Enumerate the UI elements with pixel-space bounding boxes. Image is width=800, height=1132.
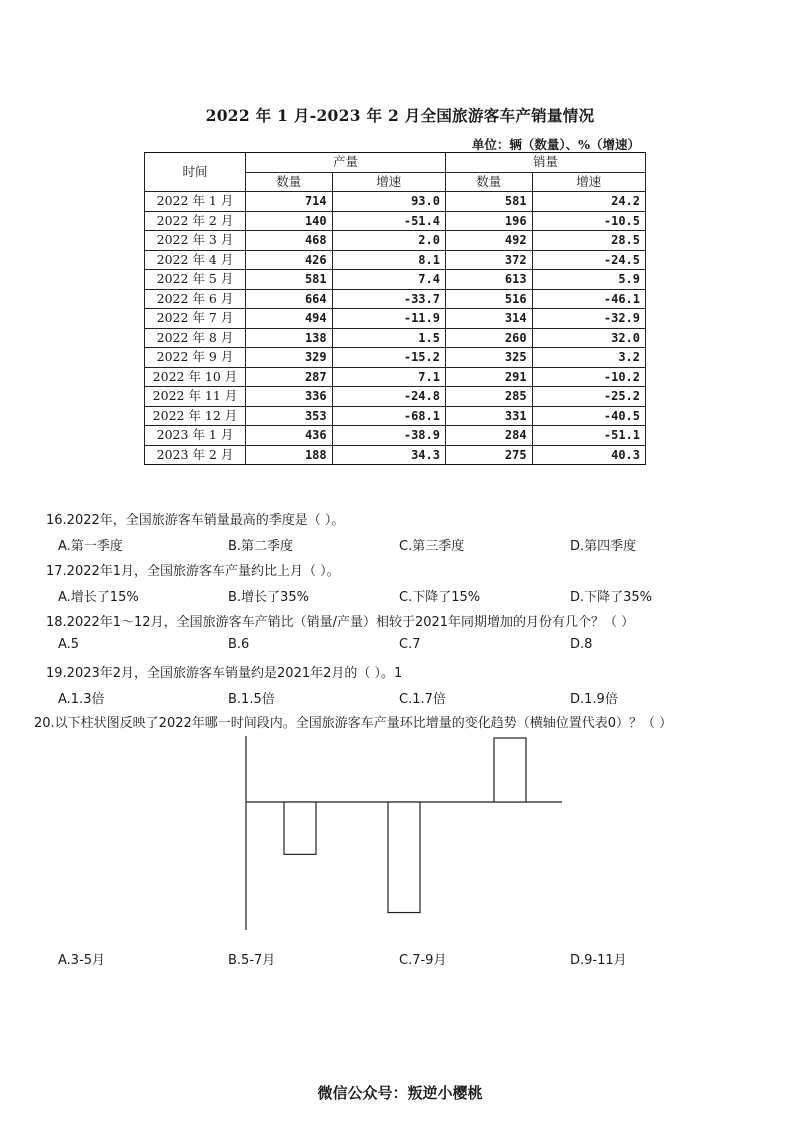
header-sales: 销量 xyxy=(445,153,645,173)
table-row xyxy=(145,328,646,348)
sales-growth-cell: -24.5 xyxy=(532,250,645,270)
table-row xyxy=(145,367,646,387)
prod-qty-cell: 714 xyxy=(246,192,333,212)
prod-growth-cell: -68.1 xyxy=(332,406,445,426)
sales-growth-cell: 24.2 xyxy=(532,192,645,212)
option-a[interactable]: A.增长了15% xyxy=(58,590,139,605)
table-row xyxy=(145,387,646,407)
time-cell: 2022 年 4 月 xyxy=(145,250,246,270)
sales-qty-cell: 331 xyxy=(445,406,532,426)
table-row xyxy=(145,289,646,309)
header-sales-growth: 增速 xyxy=(532,172,645,192)
prod-qty-cell: 188 xyxy=(246,445,333,465)
prod-growth-cell: -24.8 xyxy=(332,387,445,407)
prod-qty-cell: 581 xyxy=(246,270,333,290)
prod-qty-cell: 436 xyxy=(246,426,333,446)
prod-growth-cell: 93.0 xyxy=(332,192,445,212)
header-sales-qty: 数量 xyxy=(445,172,532,192)
prod-qty-cell: 138 xyxy=(246,328,333,348)
sales-qty-cell: 516 xyxy=(445,289,532,309)
sales-growth-cell: 3.2 xyxy=(532,348,645,368)
sales-growth-cell: 32.0 xyxy=(532,328,645,348)
sales-qty-cell: 291 xyxy=(445,367,532,387)
header-production: 产量 xyxy=(246,153,446,173)
prod-growth-cell: 7.1 xyxy=(332,367,445,387)
bar-3 xyxy=(494,738,526,802)
sales-qty-cell: 581 xyxy=(445,192,532,212)
sales-qty-cell: 284 xyxy=(445,426,532,446)
question-20: 20.以下柱状图反映了2022年哪一时间段内。全国旅游客车产量环比增量的变化趋势（横轴位置代表0）？（ ） xyxy=(34,716,673,731)
option-b[interactable]: B.5-7月 xyxy=(228,953,276,968)
option-d[interactable]: D.1.9倍 xyxy=(570,692,618,707)
header-prod-qty: 数量 xyxy=(246,172,333,192)
time-cell: 2022 年 12 月 xyxy=(145,406,246,426)
option-c[interactable]: C.第三季度 xyxy=(399,539,465,554)
time-cell: 2022 年 7 月 xyxy=(145,309,246,329)
prod-qty-cell: 353 xyxy=(246,406,333,426)
header-time: 时间 xyxy=(145,153,246,192)
bar-1 xyxy=(284,802,316,854)
prod-qty-cell: 426 xyxy=(246,250,333,270)
sales-qty-cell: 196 xyxy=(445,211,532,231)
option-c[interactable]: C.7 xyxy=(399,637,421,652)
sales-qty-cell: 285 xyxy=(445,387,532,407)
time-cell: 2022 年 10 月 xyxy=(145,367,246,387)
sales-qty-cell: 613 xyxy=(445,270,532,290)
option-d[interactable]: D.第四季度 xyxy=(570,539,637,554)
unit-note: 单位：辆（数量）、%（增速） xyxy=(471,137,640,152)
option-b[interactable]: B.6 xyxy=(228,637,250,652)
prod-qty-cell: 494 xyxy=(246,309,333,329)
option-c[interactable]: C.7-9月 xyxy=(399,953,447,968)
time-cell: 2022 年 8 月 xyxy=(145,328,246,348)
option-c[interactable]: C.1.7倍 xyxy=(399,692,446,707)
option-b[interactable]: B.增长了35% xyxy=(228,590,309,605)
sales-growth-cell: -25.2 xyxy=(532,387,645,407)
sales-qty-cell: 372 xyxy=(445,250,532,270)
option-c[interactable]: C.下降了15% xyxy=(399,590,481,605)
sales-qty-cell: 314 xyxy=(445,309,532,329)
prod-qty-cell: 664 xyxy=(246,289,333,309)
sales-growth-cell: -51.1 xyxy=(532,426,645,446)
prod-growth-cell: -15.2 xyxy=(332,348,445,368)
prod-growth-cell: 8.1 xyxy=(332,250,445,270)
footer-wechat: 微信公众号：叛逆小樱桃 xyxy=(317,1084,483,1102)
sales-qty-cell: 492 xyxy=(445,231,532,251)
option-d[interactable]: D.下降了35% xyxy=(570,590,653,605)
option-d[interactable]: D.9-11月 xyxy=(570,953,627,968)
table-row xyxy=(145,309,646,329)
table-row xyxy=(145,426,646,446)
sales-growth-cell: 5.9 xyxy=(532,270,645,290)
prod-qty-cell: 329 xyxy=(246,348,333,368)
table-row xyxy=(145,211,646,231)
table-row xyxy=(145,250,646,270)
option-a[interactable]: A.3-5月 xyxy=(58,953,106,968)
prod-qty-cell: 336 xyxy=(246,387,333,407)
time-cell: 2022 年 3 月 xyxy=(145,231,246,251)
sales-qty-cell: 275 xyxy=(445,445,532,465)
prod-growth-cell: -38.9 xyxy=(332,426,445,446)
prod-growth-cell: 7.4 xyxy=(332,270,445,290)
table-row xyxy=(145,270,646,290)
sales-qty-cell: 260 xyxy=(445,328,532,348)
sales-growth-cell: -40.5 xyxy=(532,406,645,426)
table-row xyxy=(145,406,646,426)
bar-2 xyxy=(388,802,420,913)
table-row xyxy=(145,348,646,368)
sales-growth-cell: -46.1 xyxy=(532,289,645,309)
time-cell: 2022 年 1 月 xyxy=(145,192,246,212)
time-cell: 2022 年 6 月 xyxy=(145,289,246,309)
table-title: 2022 年 1 月-2023 年 2 月全国旅游客车产销量情况 xyxy=(205,106,595,125)
header-prod-growth: 增速 xyxy=(332,172,445,192)
bar-chart xyxy=(240,736,570,932)
time-cell: 2023 年 2 月 xyxy=(145,445,246,465)
table-row xyxy=(145,192,646,212)
prod-qty-cell: 140 xyxy=(246,211,333,231)
sales-growth-cell: -32.9 xyxy=(532,309,645,329)
time-cell: 2022 年 11 月 xyxy=(145,387,246,407)
prod-growth-cell: 2.0 xyxy=(332,231,445,251)
sales-growth-cell: -10.2 xyxy=(532,367,645,387)
prod-growth-cell: -11.9 xyxy=(332,309,445,329)
option-b[interactable]: B.第二季度 xyxy=(228,539,294,554)
time-cell: 2023 年 1 月 xyxy=(145,426,246,446)
production-sales-table xyxy=(144,152,646,465)
sales-qty-cell: 325 xyxy=(445,348,532,368)
question-17: 17.2022年1月，全国旅游客车产量约比上月（ ）。 xyxy=(46,564,340,579)
option-a[interactable]: A.5 xyxy=(58,637,80,652)
option-d[interactable]: D.8 xyxy=(570,637,593,652)
prod-growth-cell: 1.5 xyxy=(332,328,445,348)
question-16: 16.2022年，全国旅游客车销量最高的季度是（ ）。 xyxy=(46,513,345,528)
option-b[interactable]: B.1.5倍 xyxy=(228,692,275,707)
table-row xyxy=(145,231,646,251)
sales-growth-cell: 28.5 xyxy=(532,231,645,251)
prod-qty-cell: 468 xyxy=(246,231,333,251)
prod-qty-cell: 287 xyxy=(246,367,333,387)
question-19: 19.2023年2月，全国旅游客车销量约是2021年2月的（ ）。1 xyxy=(46,666,403,681)
time-cell: 2022 年 9 月 xyxy=(145,348,246,368)
question-18: 18.2022年1～12月，全国旅游客车产销比（销量/产量）相较于2021年同期增加的月份有几个？（ ） xyxy=(46,615,635,630)
sales-growth-cell: 40.3 xyxy=(532,445,645,465)
option-a[interactable]: A.第一季度 xyxy=(58,539,123,554)
prod-growth-cell: -33.7 xyxy=(332,289,445,309)
prod-growth-cell: 34.3 xyxy=(332,445,445,465)
sales-growth-cell: -10.5 xyxy=(532,211,645,231)
table-row xyxy=(145,445,646,465)
prod-growth-cell: -51.4 xyxy=(332,211,445,231)
time-cell: 2022 年 2 月 xyxy=(145,211,246,231)
option-a[interactable]: A.1.3倍 xyxy=(58,692,105,707)
time-cell: 2022 年 5 月 xyxy=(145,270,246,290)
